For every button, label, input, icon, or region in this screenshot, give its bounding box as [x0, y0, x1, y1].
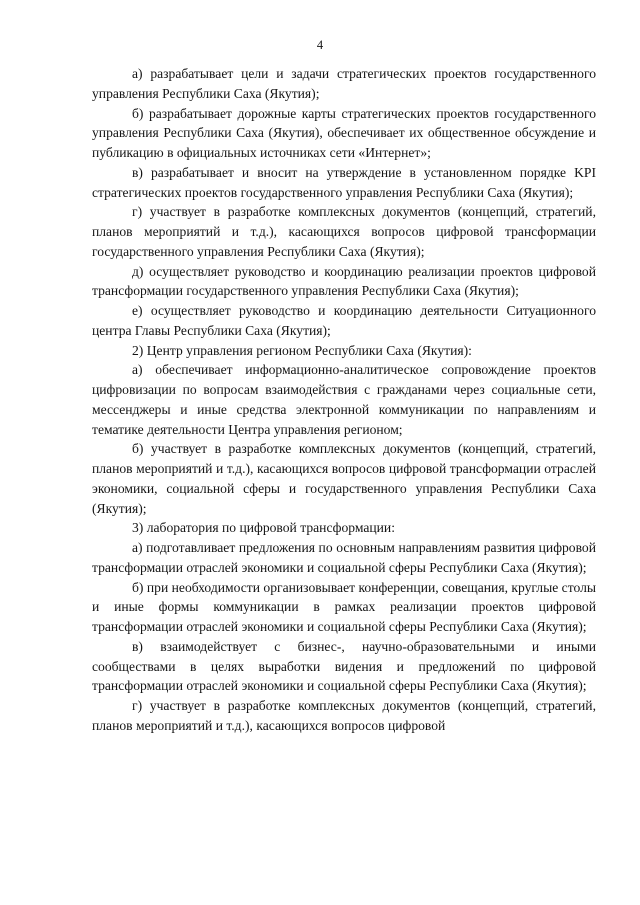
paragraph-2b: б) участвует в разработке комплексных документов (концепций, стратегий, планов мероприятий и т.д.), касающихся вопросов цифровой трансформации отраслей экономики, социальной сферы и государственного управления Республики Саха (Якутия);	[92, 441, 596, 516]
section-heading-3: 3) лаборатория по цифровой трансформации:	[132, 520, 395, 536]
paragraph-1b: б) разрабатывает дорожные карты стратегических проектов государственного управления Республики Саха (Якутия), обеспечивает их общественное обсуждение и публикацию в официальных источниках сети «Интернет»;	[92, 105, 596, 160]
paragraph-3b: б) при необходимости организовывает конференции, совещания, круглые столы и иные формы коммуникации в рамках реализации проектов цифровой трансформации отраслей экономики и социальной сферы Республики Саха (Якутия);	[92, 579, 596, 634]
page-number: 4	[316, 38, 324, 52]
paragraph-1d: г) участвует в разработке комплексных документов (концепций, стратегий, планов мероприятий и т.д.), касающихся вопросов цифровой трансформации государственного управления Республики Саха (Якутия);	[92, 204, 596, 259]
paragraph-3a: а) подготавливает предложения по основным направлениям развития цифровой трансформации отраслей экономики и социальной сферы Республики Саха (Якутия);	[92, 540, 596, 575]
paragraph-3c: в) взаимодействует с бизнес-, научно-образовательными и иными сообществами в целях выработки видения и предложений по цифровой трансформации отраслей экономики и социальной сферы Республики Саха (Якутия);	[92, 638, 596, 694]
paragraph-1e: д) осуществляет руководство и координацию реализации проектов цифровой трансформации государственного управления Республики Саха (Якутия);	[92, 263, 596, 299]
paragraph-3d: г) участвует в разработке комплексных документов (концепций, стратегий, планов мероприятий и т.д.), касающихся вопросов цифровой	[92, 698, 596, 733]
paragraph-1f: е) осуществляет руководство и координацию деятельности Ситуационного центра Главы Республики Саха (Якутия);	[92, 303, 596, 338]
paragraph-1c: в) разрабатывает и вносит на утверждение в установленном порядке KPI стратегических проектов государственного управления Республики Саха (Якутия);	[92, 164, 596, 200]
section-heading-2: 2) Центр управления регионом Республики Саха (Якутия):	[132, 342, 472, 358]
document-body	[92, 64, 596, 736]
paragraph-1a: а) разрабатывает цели и задачи стратегических проектов государственного управления Республики Саха (Якутия);	[92, 66, 596, 101]
paragraph-2a: а) обеспечивает информационно-аналитическое сопровождение проектов цифровизации по вопросам взаимодействия с гражданами через социальные сети, мессенджеры и иные средства электронной коммуникации по направлениям и тематике деятельности Центра управления регионом;	[92, 362, 596, 437]
